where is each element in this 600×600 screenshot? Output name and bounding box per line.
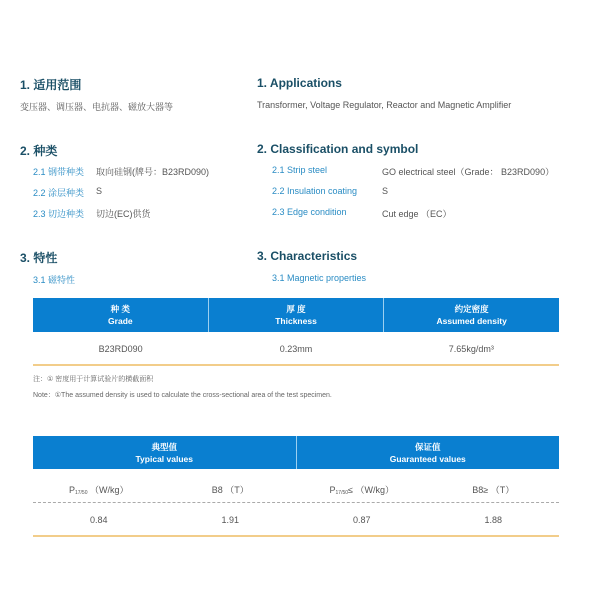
subheader-row [33,483,559,496]
cn-applications-title: 1. 适用范围 [20,78,82,92]
en-item-value: Cut edge （EC） [382,209,452,219]
cn-applications-text: 变压器、调压器、电抗器、磁放大器等 [20,102,174,112]
en-item-value: GO electrical steel（Grade： B23RD090） [382,167,555,177]
cn-item-label: 2.2 涂层种类 [33,188,85,198]
en-item-label: 2.2 Insulation coating [272,186,358,196]
header-thickness [209,298,385,332]
header-density [384,298,559,332]
subheader-p-typical: $P_{17/50}$ （W/kg） [68,485,129,496]
cn-item-value: 取向硅钢(牌号：B23RD090) [96,167,210,177]
header-typical [33,436,297,469]
cn-magnetic-subtitle: 3.1 磁特性 [33,275,76,285]
header-en: Guaranteed values [389,453,466,464]
typical-b8-value: 1.91 [221,515,240,525]
header-cn: 典型值 [151,441,177,452]
subheader-p-guaranteed: $P_{17/50}\le (W/kg)$ [329,485,394,496]
cn-item-label: 2.3 切边种类 [33,209,85,219]
en-applications-text: Transformer, Voltage Regulator, Reactor and Magnetic Amplifier [257,100,512,110]
typical-p-value: 0.84 [89,515,108,525]
en-item-label: 2.3 Edge condition [272,207,347,217]
cn-item-value: 切边(EC)供货 [96,209,151,219]
header-cn: 种 类 [110,304,131,314]
en-magnetic-subtitle: 3.1 Magnetic properties [272,273,367,283]
subheader-b8-typical: B8 （T） [211,485,249,495]
values-table-header [33,436,559,469]
cn-characteristics-title: 3. 特性 [20,251,58,265]
guaranteed-p-value: 0.87 [352,515,371,525]
header-en: Assumed density [436,316,507,326]
cn-classification-title: 2. 种类 [20,144,58,158]
cn-item-value: S [96,186,103,196]
header-grade [33,298,209,332]
header-cn: 保证值 [414,441,441,452]
header-en: Thickness [275,316,317,326]
grade-table-header [33,298,559,332]
en-characteristics-title: 3. Characteristics [257,249,358,263]
header-guaranteed [297,436,560,469]
subheader-b8-guaranteed: B8≥ （T） [472,485,515,495]
grade-value: B23RD090 [98,344,143,354]
en-item-value: S [382,186,389,196]
header-en: Grade [108,316,133,326]
header-en: Typical values [135,453,193,464]
table-row [33,515,559,525]
divider [33,535,559,537]
en-classification-title: 2. Classification and symbol [257,142,419,156]
guaranteed-b8-value: 1.88 [484,515,503,525]
en-applications-title: 1. Applications [257,76,342,90]
note-cn: 注：① 密度用于计算试验片的横截面积 [33,376,154,383]
header-cn: 厚 度 [286,304,306,314]
note-en: Note：①The assumed density is used to calculate the cross-sectional area of the test specimen. [33,392,332,399]
dashed-divider [33,502,559,503]
header-cn: 约定密度 [454,304,489,314]
en-item-label: 2.1 Strip steel [272,165,328,175]
density-value: 7.65kg/dm³ [448,344,494,354]
thickness-value: 0.23mm [279,344,313,354]
table-row [33,344,559,354]
cn-item-label: 2.1 钢带种类 [33,167,85,177]
divider [33,364,559,366]
